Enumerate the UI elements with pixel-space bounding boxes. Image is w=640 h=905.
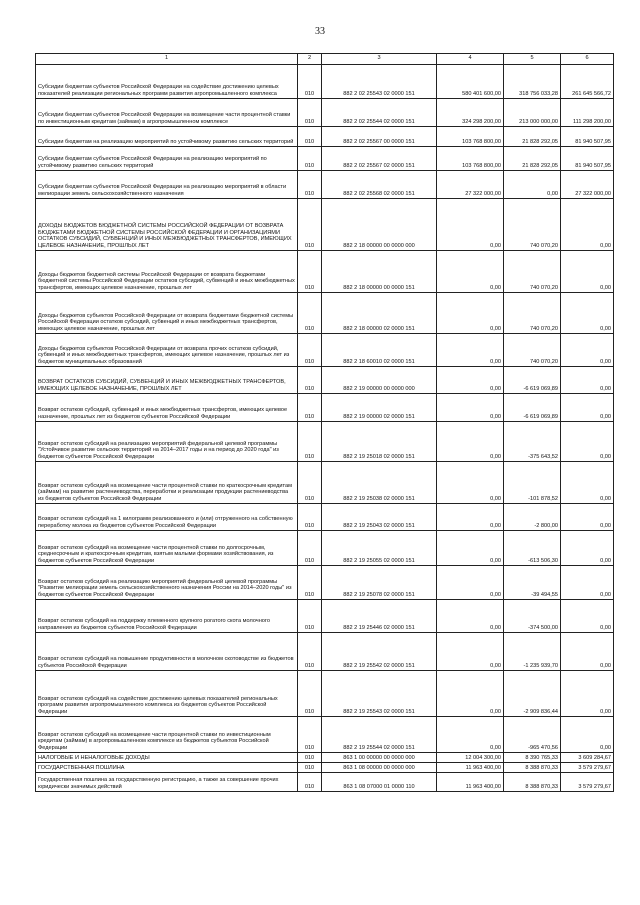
page-number: 33 — [315, 26, 325, 37]
row-description: Возврат остатков субсидий на 1 килограмм реализованного и (или) отгруженного на собственную переработку молока из бюджетов субъектов Российской Федерации — [36, 503, 298, 530]
row-description: Субсидии бюджетам субъектов Российской Федерации на возмещение части процентной ставки по инвестиционным кредитам (займам) в агропромышленном комплексе — [36, 98, 298, 126]
row-actual: -1 235 939,70 — [504, 632, 561, 670]
row-actual: 740 070,20 — [504, 250, 561, 292]
row-code: 010 — [298, 170, 322, 198]
row-description: НАЛОГОВЫЕ И НЕНАЛОГОВЫЕ ДОХОДЫ — [36, 752, 298, 762]
row-description: Государственная пошлина за государственную регистрацию, а также за совершение прочих юридически значимых действий — [36, 772, 298, 791]
row-code: 010 — [298, 762, 322, 772]
row-code: 010 — [298, 146, 322, 170]
row-plan: 0,00 — [437, 632, 504, 670]
row-actual: -101 878,52 — [504, 461, 561, 503]
row-plan: 0,00 — [437, 250, 504, 292]
row-remaining: 0,00 — [561, 292, 614, 333]
row-code: 010 — [298, 632, 322, 670]
table-row — [36, 461, 614, 503]
row-remaining: 0,00 — [561, 250, 614, 292]
row-actual: 8 388 870,33 — [504, 762, 561, 772]
row-remaining: 111 298 200,00 — [561, 98, 614, 126]
row-code: 010 — [298, 366, 322, 393]
row-kbk: 882 2 18 60010 02 0000 151 — [322, 333, 437, 366]
table-row — [36, 565, 614, 599]
row-kbk: 882 2 19 25038 02 0000 151 — [322, 461, 437, 503]
row-kbk: 882 2 19 25446 02 0000 151 — [322, 599, 437, 632]
row-description: Субсидии бюджетам субъектов Российской Федерации на реализацию мероприятий по устойчивому развитию сельских территорий — [36, 146, 298, 170]
row-remaining: 0,00 — [561, 366, 614, 393]
row-description: Доходы бюджетов бюджетной системы Российской Федерации от возврата бюджетами бюджетной системы Российской Федерации остатков субсидий, субвенций и иных межбюджетных трансфертов, имеющих целевое назначение, прошлых лет — [36, 250, 298, 292]
row-description: Возврат остатков субсидий на возмещение части процентной ставки по краткосрочным кредитам (займам) на развитие растениеводства, переработки и реализации продукции растениеводства из бюджетов субъектов Российской Федерации — [36, 461, 298, 503]
row-plan: 0,00 — [437, 716, 504, 752]
row-code: 010 — [298, 565, 322, 599]
row-description: Возврат остатков субсидий, субвенций и иных межбюджетных трансфертов, имеющих целевое назначение, прошлых лет из бюджетов субъектов Российской Федерации — [36, 393, 298, 421]
row-description: Субсидии бюджетам на реализацию мероприятий по устойчивому развитию сельских территорий — [36, 126, 298, 146]
row-actual: -6 619 069,89 — [504, 366, 561, 393]
row-remaining: 0,00 — [561, 632, 614, 670]
row-description: Субсидии бюджетам субъектов Российской Федерации на содействие достижению целевых показателей реализации региональных программ развития агропромышленного комплекса — [36, 64, 298, 98]
row-kbk: 882 2 19 25542 02 0000 151 — [322, 632, 437, 670]
header-col-6: 6 — [561, 54, 614, 65]
row-description: ДОХОДЫ БЮДЖЕТОВ БЮДЖЕТНОЙ СИСТЕМЫ РОССИЙСКОЙ ФЕДЕРАЦИИ ОТ ВОЗВРАТА БЮДЖЕТАМИ БЮДЖЕТНОЙ СИСТЕМЫ РОССИЙСКОЙ ФЕДЕРАЦИИ И ОРГАНИЗАЦИЯМИ ОСТАТКОВ СУБСИДИЙ, СУБВЕНЦИЙ И ИНЫХ МЕЖБЮДЖЕТНЫХ ТРАНСФЕРТОВ, ИМЕЮЩИХ ЦЕЛЕВОЕ НАЗНАЧЕНИЕ, ПРОШЛЫХ ЛЕТ — [36, 198, 298, 250]
row-plan: 0,00 — [437, 530, 504, 565]
row-plan: 103 768 800,00 — [437, 126, 504, 146]
row-remaining: 27 322 000,00 — [561, 170, 614, 198]
header-col-1: 1 — [36, 54, 298, 65]
row-code: 010 — [298, 530, 322, 565]
table-row — [36, 632, 614, 670]
row-kbk: 863 1 08 00000 00 0000 000 — [322, 762, 437, 772]
row-remaining: 261 645 566,72 — [561, 64, 614, 98]
row-plan: 0,00 — [437, 599, 504, 632]
row-plan: 12 004 300,00 — [437, 752, 504, 762]
row-code: 010 — [298, 670, 322, 716]
row-plan: 0,00 — [437, 421, 504, 461]
row-actual: -2 800,00 — [504, 503, 561, 530]
table-row — [36, 421, 614, 461]
row-code: 010 — [298, 393, 322, 421]
table-row — [36, 530, 614, 565]
row-plan: 11 963 400,00 — [437, 772, 504, 791]
row-description: Доходы бюджетов субъектов Российской Федерации от возврата прочих остатков субсидий, субвенций и иных межбюджетных трансфертов, имеющих целевое назначение, прошлых лет из бюджетов муниципальных образований — [36, 333, 298, 366]
row-actual: 740 070,20 — [504, 333, 561, 366]
row-description: Возврат остатков субсидий на возмещение части процентной ставки по долгосрочным, среднесрочным и краткосрочным кредитам, взятым малыми формами хозяйствования, из бюджетов субъектов Российской Федерации — [36, 530, 298, 565]
row-actual: -6 619 069,89 — [504, 393, 561, 421]
row-description: Субсидии бюджетам субъектов Российской Федерации на реализацию мероприятий в области мелиорации земель сельскохозяйственного назначения — [36, 170, 298, 198]
row-kbk: 882 2 18 00000 02 0000 151 — [322, 292, 437, 333]
row-kbk: 882 2 02 25567 02 0000 151 — [322, 146, 437, 170]
table-row — [36, 752, 614, 762]
header-col-5: 5 — [504, 54, 561, 65]
header-col-3: 3 — [322, 54, 437, 65]
row-plan: 0,00 — [437, 198, 504, 250]
row-kbk: 882 2 19 25043 02 0000 151 — [322, 503, 437, 530]
row-actual: -375 643,52 — [504, 421, 561, 461]
row-kbk: 882 2 18 00000 00 0000 151 — [322, 250, 437, 292]
row-actual: 8 388 870,33 — [504, 772, 561, 791]
table-row — [36, 292, 614, 333]
row-description: ВОЗВРАТ ОСТАТКОВ СУБСИДИЙ, СУБВЕНЦИЙ И ИНЫХ МЕЖБЮДЖЕТНЫХ ТРАНСФЕРТОВ, ИМЕЮЩИХ ЦЕЛЕВОЕ НАЗНАЧЕНИЕ, ПРОШЛЫХ ЛЕТ — [36, 366, 298, 393]
row-remaining: 0,00 — [561, 421, 614, 461]
row-remaining: 0,00 — [561, 530, 614, 565]
table-row — [36, 599, 614, 632]
row-kbk: 882 2 19 25543 02 0000 151 — [322, 670, 437, 716]
row-kbk: 882 2 02 25544 02 0000 151 — [322, 98, 437, 126]
table-row — [36, 366, 614, 393]
row-code: 010 — [298, 716, 322, 752]
row-kbk: 882 2 02 25543 02 0000 151 — [322, 64, 437, 98]
row-kbk: 882 2 19 25018 02 0000 151 — [322, 421, 437, 461]
table-row — [36, 333, 614, 366]
row-actual: -39 494,55 — [504, 565, 561, 599]
row-plan: 0,00 — [437, 333, 504, 366]
row-actual: 21 828 292,05 — [504, 126, 561, 146]
table-row — [36, 146, 614, 170]
row-code: 010 — [298, 503, 322, 530]
table-row — [36, 126, 614, 146]
row-code: 010 — [298, 752, 322, 762]
row-remaining: 81 940 507,95 — [561, 126, 614, 146]
row-remaining: 0,00 — [561, 503, 614, 530]
row-code: 010 — [298, 461, 322, 503]
row-description: Возврат остатков субсидий на содействие достижению целевых показателей региональных программ развития агропромышленного комплекса из бюджетов субъектов Российской Федерации — [36, 670, 298, 716]
row-remaining: 3 609 284,67 — [561, 752, 614, 762]
row-actual: -374 500,00 — [504, 599, 561, 632]
table-row — [36, 250, 614, 292]
row-plan: 0,00 — [437, 461, 504, 503]
row-plan: 0,00 — [437, 292, 504, 333]
row-plan: 0,00 — [437, 503, 504, 530]
budget-table — [35, 53, 614, 792]
row-code: 010 — [298, 421, 322, 461]
row-remaining: 0,00 — [561, 565, 614, 599]
row-code: 010 — [298, 64, 322, 98]
row-actual: 0,00 — [504, 170, 561, 198]
row-remaining: 0,00 — [561, 599, 614, 632]
table-row — [36, 716, 614, 752]
row-description: Возврат остатков субсидий на реализацию мероприятий федеральной целевой программы "Развитие мелиорации земель сельскохозяйственного назначения России на 2014–2020 годы" из бюджетов субъектов Российской Федерации — [36, 565, 298, 599]
table-row — [36, 772, 614, 791]
row-code: 010 — [298, 126, 322, 146]
row-actual: 213 000 000,00 — [504, 98, 561, 126]
row-plan: 0,00 — [437, 565, 504, 599]
row-actual: 21 828 292,05 — [504, 146, 561, 170]
row-kbk: 882 2 19 25055 02 0000 151 — [322, 530, 437, 565]
table-row — [36, 670, 614, 716]
row-remaining: 0,00 — [561, 716, 614, 752]
row-plan: 103 768 800,00 — [437, 146, 504, 170]
row-plan: 11 963 400,00 — [437, 762, 504, 772]
table-row — [36, 170, 614, 198]
row-remaining: 0,00 — [561, 670, 614, 716]
row-kbk: 882 2 19 25078 02 0000 151 — [322, 565, 437, 599]
row-code: 010 — [298, 198, 322, 250]
row-actual: -965 470,56 — [504, 716, 561, 752]
row-code: 010 — [298, 292, 322, 333]
row-actual: 740 070,20 — [504, 292, 561, 333]
row-code: 010 — [298, 599, 322, 632]
table-row — [36, 98, 614, 126]
header-col-2: 2 — [298, 54, 322, 65]
row-code: 010 — [298, 98, 322, 126]
row-description: Возврат остатков субсидий на реализацию мероприятий федеральной целевой программы "Устойчивое развитие сельских территорий на 2014–2017 годы и на период до 2020 года" из бюджетов субъектов Российской Федерации — [36, 421, 298, 461]
row-kbk: 863 1 00 00000 00 0000 000 — [322, 752, 437, 762]
row-kbk: 863 1 08 07000 01 0000 110 — [322, 772, 437, 791]
table-row — [36, 64, 614, 98]
row-plan: 580 401 600,00 — [437, 64, 504, 98]
row-kbk: 882 2 19 25544 02 0000 151 — [322, 716, 437, 752]
row-plan: 27 322 000,00 — [437, 170, 504, 198]
row-remaining: 81 940 507,95 — [561, 146, 614, 170]
row-remaining: 0,00 — [561, 198, 614, 250]
row-plan: 324 298 200,00 — [437, 98, 504, 126]
row-description: ГОСУДАРСТВЕННАЯ ПОШЛИНА — [36, 762, 298, 772]
row-remaining: 3 579 279,67 — [561, 772, 614, 791]
row-remaining: 3 579 279,67 — [561, 762, 614, 772]
row-kbk: 882 2 18 00000 00 0000 000 — [322, 198, 437, 250]
row-remaining: 0,00 — [561, 461, 614, 503]
row-actual: 8 390 765,33 — [504, 752, 561, 762]
row-plan: 0,00 — [437, 670, 504, 716]
row-kbk: 882 2 19 00000 02 0000 151 — [322, 393, 437, 421]
table-header-row — [36, 54, 614, 65]
row-actual: -2 909 836,44 — [504, 670, 561, 716]
row-kbk: 882 2 02 25567 00 0000 151 — [322, 126, 437, 146]
row-code: 010 — [298, 250, 322, 292]
row-kbk: 882 2 19 00000 00 0000 000 — [322, 366, 437, 393]
row-actual: 318 756 033,28 — [504, 64, 561, 98]
row-actual: -613 506,30 — [504, 530, 561, 565]
row-remaining: 0,00 — [561, 393, 614, 421]
row-description: Возврат остатков субсидий на повышение продуктивности в молочном скотоводстве из бюджетов субъектов Российской Федерации — [36, 632, 298, 670]
row-plan: 0,00 — [437, 393, 504, 421]
row-code: 010 — [298, 333, 322, 366]
row-description: Доходы бюджетов субъектов Российской Федерации от возврата бюджетами бюджетной системы Российской Федерации остатков субсидий, субвенций и иных межбюджетных трансфертов, имеющих целевое назначение, прошлых лет — [36, 292, 298, 333]
row-actual: 740 070,20 — [504, 198, 561, 250]
table-row — [36, 503, 614, 530]
row-kbk: 882 2 02 25568 02 0000 151 — [322, 170, 437, 198]
table-row — [36, 198, 614, 250]
table-row — [36, 393, 614, 421]
table-row — [36, 762, 614, 772]
row-description: Возврат остатков субсидий на возмещение части процентной ставки по инвестиционным кредитам (займам) в агропромышленном комплексе из бюджетов субъектов Российской Федерации — [36, 716, 298, 752]
row-code: 010 — [298, 772, 322, 791]
header-col-4: 4 — [437, 54, 504, 65]
row-remaining: 0,00 — [561, 333, 614, 366]
row-description: Возврат остатков субсидий на поддержку племенного крупного рогатого скота молочного направления из бюджетов субъектов Российской Федерации — [36, 599, 298, 632]
row-plan: 0,00 — [437, 366, 504, 393]
